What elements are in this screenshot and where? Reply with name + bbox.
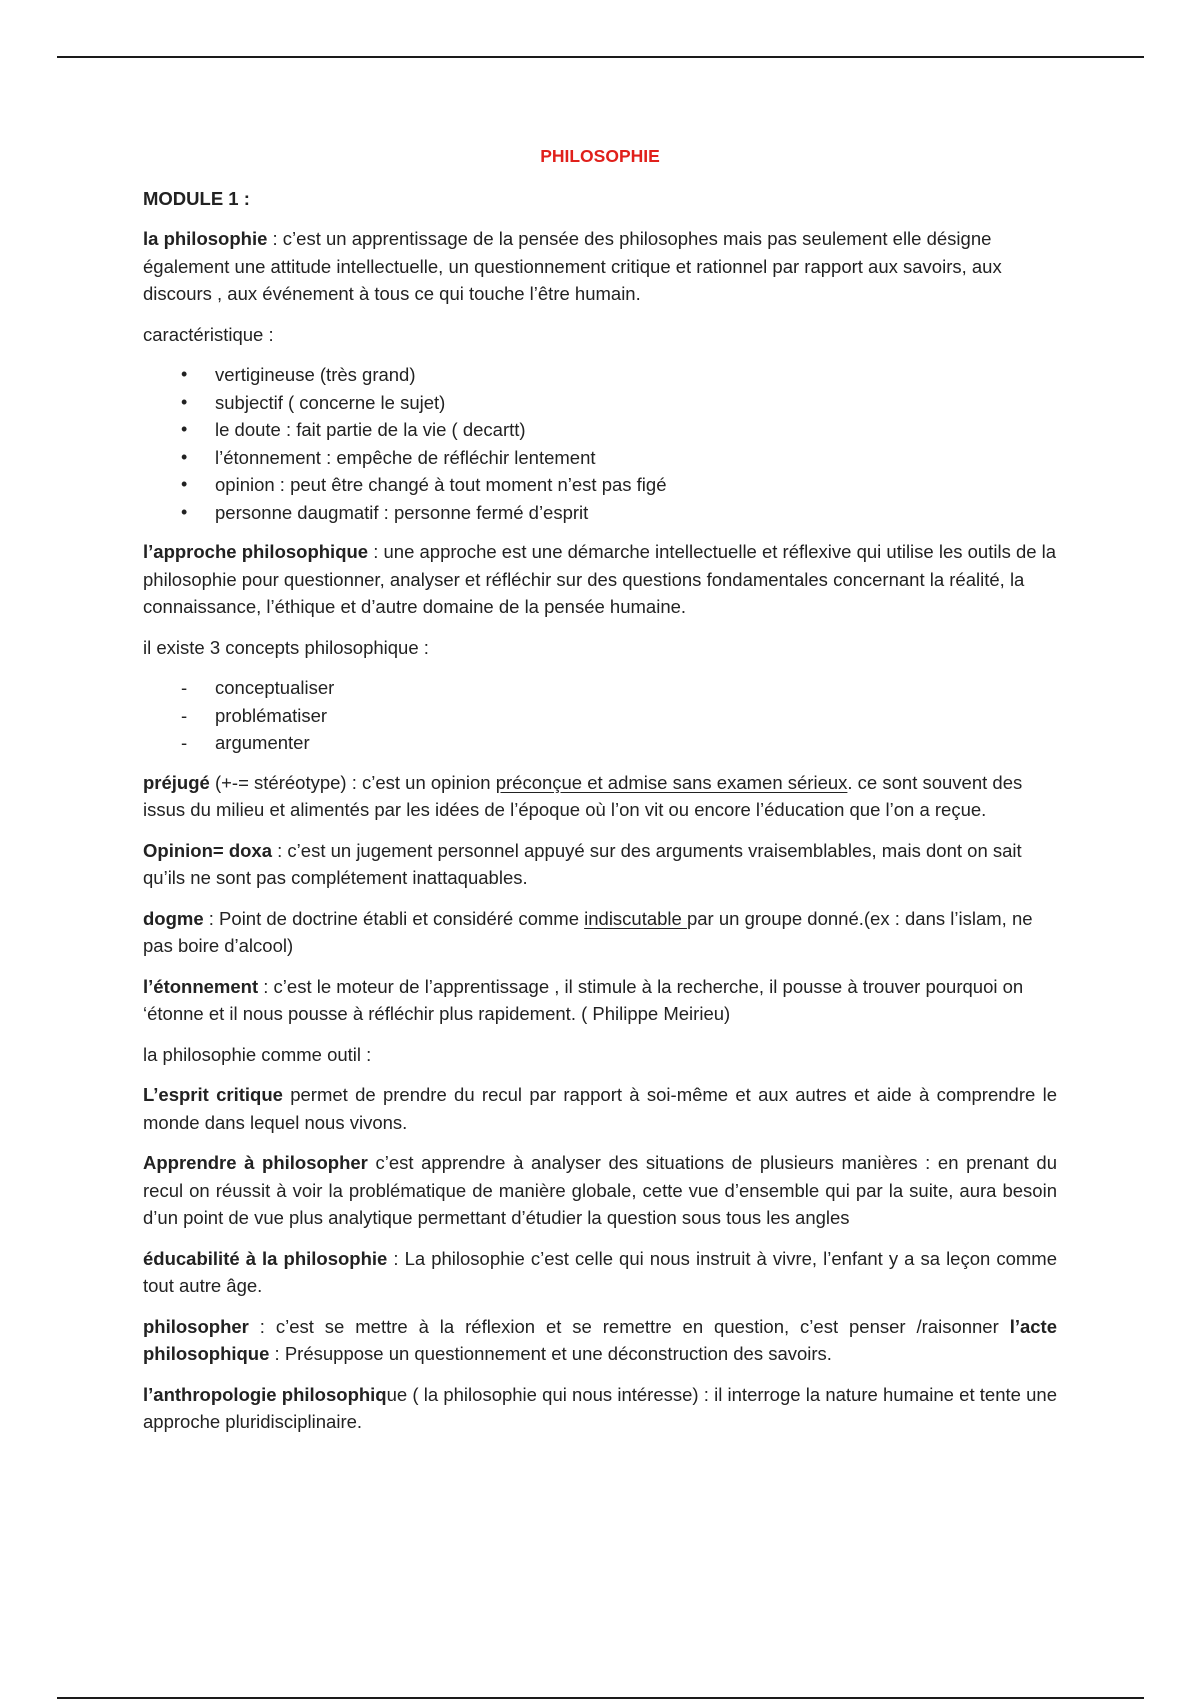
definition-prejuge <box>143 769 1057 824</box>
concepts-list <box>143 674 1057 757</box>
list-item: • le doute : fait partie de la vie ( decartt) <box>143 416 1057 444</box>
list-item: • subjectif ( concerne le sujet) <box>143 389 1057 417</box>
definition-apprendre <box>143 1149 1057 1232</box>
document-body <box>143 143 1057 1449</box>
definition-approche <box>143 538 1057 621</box>
definition-esprit-critique <box>143 1081 1057 1136</box>
underlined-text: indiscutable <box>584 907 687 929</box>
concepts-label: il existe 3 concepts philosophique : <box>143 636 429 658</box>
definition-text: : une approche est une démarche intellectuelle et réflexive qui utilise les outils de la philosophie pour questionner, analyser et réfléchir sur des questions fondamentales concernant la réalité, la connaissance, l’éthique et d’autre domaine de la pensée humaine. <box>143 541 1057 617</box>
list-item: • vertigineuse (très grand) <box>143 361 1057 389</box>
list-item: • personne daugmatif : personne fermé d’esprit <box>143 499 1057 527</box>
bottom-rule <box>57 1697 1144 1699</box>
list-item: - conceptualiser <box>143 674 1057 702</box>
term: l’acte philosophique <box>143 1315 1057 1364</box>
definition-text: (+-= stéréotype) : c’est un opinion <box>209 771 496 793</box>
definition-educabilite <box>143 1245 1057 1300</box>
definition-dogme <box>143 905 1057 960</box>
term: philosopher <box>143 1315 249 1337</box>
page-title: PHILOSOPHIE <box>540 146 660 166</box>
definition-text: : c’est un jugement personnel appuyé sur des arguments vraisemblables, mais dont on sait qu’ils ne sont pas complétement inattaquables. <box>143 839 1022 888</box>
term: l’étonnement <box>143 975 259 997</box>
definition-text: : La philosophie c’est celle qui nous instruit à vivre, l’enfant y a sa leçon comme tout autre âge. <box>143 1247 1057 1296</box>
outil-label: la philosophie comme outil : <box>143 1043 372 1065</box>
definition-text: : c’est se mettre à la réflexion et se remettre en question, c’est penser /raisonner <box>248 1315 1010 1337</box>
term: l’anthropologie philosophiq <box>143 1383 387 1405</box>
definition-text: ue ( la philosophie qui nous intéresse) : il interroge la nature humaine et tente une approche pluridisciplinaire. <box>143 1383 1057 1432</box>
top-rule <box>57 56 1144 58</box>
definition-text: : Point de doctrine établi et considéré comme <box>203 907 585 929</box>
definition-text: : Présuppose un questionnement et une déconstruction des savoirs. <box>269 1343 832 1364</box>
definition-anthropologie <box>143 1381 1057 1436</box>
definition-text: c’est apprendre à analyser des situations de plusieurs manières : en prenant du recul on réussit à voir la problématique de manière globale, cette vue d’ensemble qui par la suite, aura besoin d’un point de vue plus analytique permettant d’étudier la question sous tous les angles <box>143 1152 1058 1228</box>
list-item: - argumenter <box>143 729 1057 757</box>
term: L’esprit critique <box>143 1084 283 1105</box>
definition-text: permet de prendre du recul par rapport à soi-même et aux autres et aide à comprendre le monde dans lequel nous vivons. <box>143 1084 1057 1133</box>
term: préjugé <box>143 771 210 793</box>
definition-etonnement <box>143 973 1057 1028</box>
caracteristique-label: caractéristique : <box>143 323 274 345</box>
list-item: - problématiser <box>143 702 1057 730</box>
definition-philosopher <box>143 1313 1057 1368</box>
definition-philosophie <box>143 225 1057 308</box>
definition-text: : c’est le moteur de l’apprentissage , il stimule à la recherche, il pousse à trouver pourquoi on ‘étonne et il nous pousse à réfléchir plus rapidement. ( Philippe Meirieu) <box>143 975 1024 1024</box>
definition-text: : c’est un apprentissage de la pensée des philosophes mais pas seulement elle désigne également une attitude intellectuelle, un questionnement critique et rationnel par rapport aux savoirs, aux discours , aux événement à tous ce qui touche l’être humain. <box>143 228 1002 304</box>
module-heading: MODULE 1 : <box>143 187 250 209</box>
definition-text: par un groupe donné.(ex : dans l’islam, ne pas boire d’alcool) <box>143 907 1033 956</box>
term: dogme <box>143 907 204 929</box>
list-item: • l’étonnement : empêche de réfléchir lentement <box>143 444 1057 472</box>
term: la philosophie <box>143 228 268 249</box>
term: Apprendre à philosopher <box>143 1152 368 1173</box>
underlined-text: préconçue et admise sans examen sérieux <box>495 771 848 793</box>
term: Opinion= doxa <box>143 839 272 861</box>
list-item: • opinion : peut être changé à tout moment n’est pas figé <box>143 471 1057 499</box>
term: l’approche philosophique <box>143 541 369 562</box>
term: éducabilité à la philosophie <box>143 1247 388 1269</box>
definition-opinion <box>143 837 1057 892</box>
definition-text: . ce sont souvent des issus du milieu et alimentés par les idées de l’époque où l’on vit ou encore l’éducation que l’on a reçue. <box>143 771 1023 820</box>
caracteristiques-list <box>143 361 1057 526</box>
